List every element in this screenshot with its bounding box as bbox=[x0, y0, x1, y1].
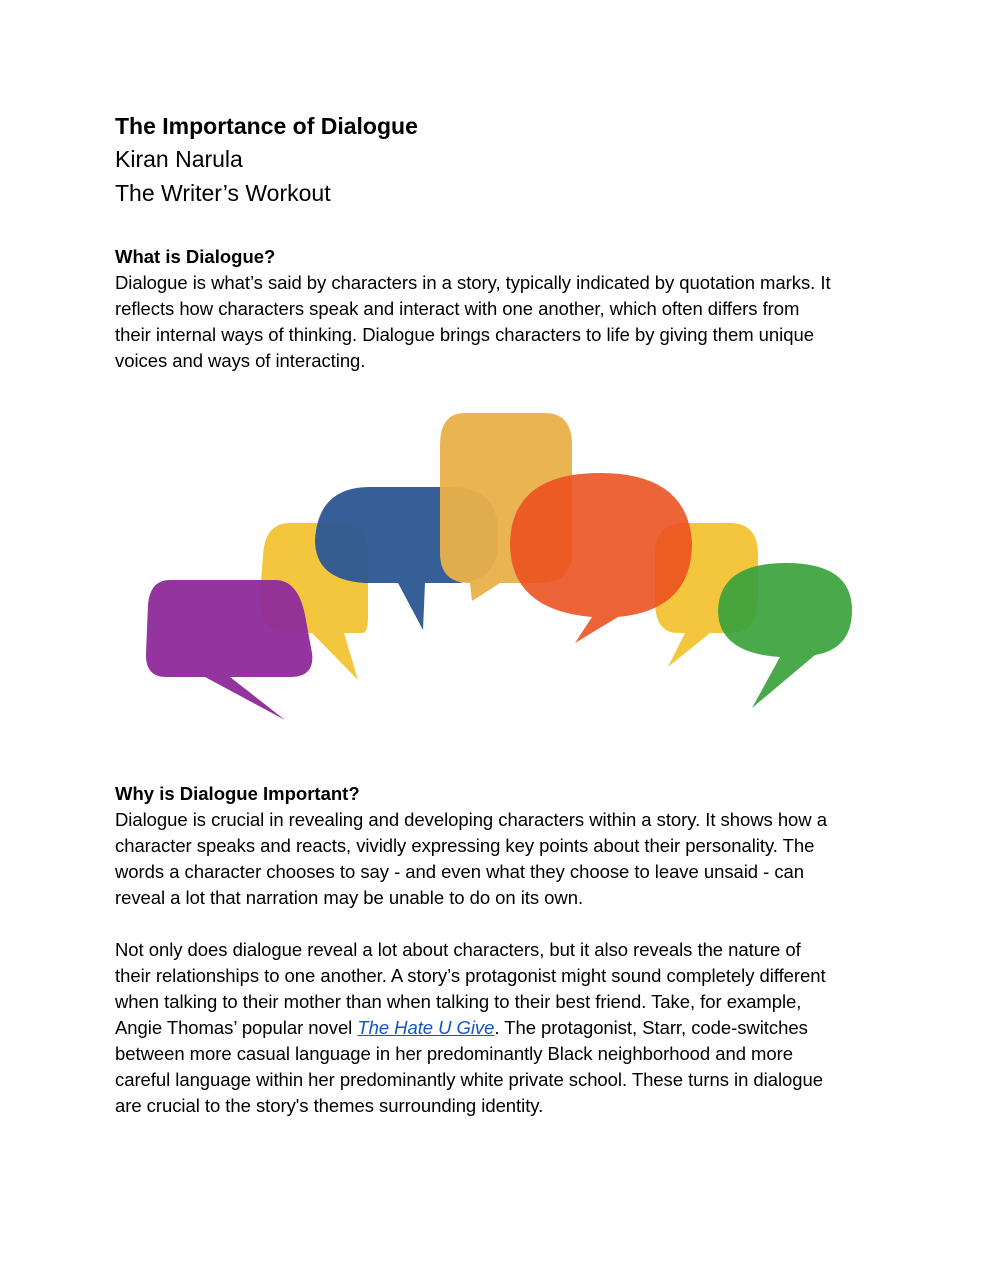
body-line: when talking to their mother than when talking to their best friend. Take, for example, bbox=[115, 991, 802, 1012]
section-why-is-dialogue-important bbox=[115, 781, 895, 1119]
document-title: The Importance of Dialogue bbox=[115, 113, 418, 139]
speech-bubbles-illustration bbox=[140, 405, 860, 735]
book-title-link[interactable]: The Hate U Give bbox=[357, 1017, 495, 1038]
section-body-paragraph-2 bbox=[115, 937, 895, 1119]
body-line: words a character chooses to say - and even what they choose to leave unsaid - can bbox=[115, 861, 805, 882]
document-header bbox=[115, 110, 895, 374]
body-line: Dialogue is crucial in revealing and developing characters within a story. It shows how a bbox=[115, 809, 827, 830]
spacer bbox=[115, 911, 895, 937]
body-line: Not only does dialogue reveal a lot about characters, but it also reveals the nature of bbox=[115, 939, 801, 960]
body-line: reflects how characters speak and interact with one another, which often differs from bbox=[115, 298, 800, 319]
section-heading-why-important: Why is Dialogue Important? bbox=[115, 783, 360, 804]
link-line-before: Angie Thomas’ popular novel bbox=[115, 1017, 358, 1038]
body-line: their relationships to one another. A story’s protagonist might sound completely different bbox=[115, 965, 826, 986]
body-line: character speaks and reacts, vividly expressing key points about their personality. The bbox=[115, 835, 815, 856]
section-heading-what-is-dialogue: What is Dialogue? bbox=[115, 246, 276, 267]
link-line-after: . The protagonist, Starr, code-switches bbox=[494, 1017, 808, 1038]
body-line: are crucial to the story's themes surrounding identity. bbox=[115, 1095, 544, 1116]
spacer bbox=[115, 210, 895, 244]
speech-bubbles-icon bbox=[140, 405, 860, 735]
document-author: Kiran Narula bbox=[115, 146, 243, 172]
body-line: between more casual language in her predominantly Black neighborhood and more bbox=[115, 1043, 794, 1064]
body-line: careful language within her predominantly white private school. These turns in dialogue bbox=[115, 1069, 823, 1090]
body-line: their internal ways of thinking. Dialogue brings characters to life by giving them unique bbox=[115, 324, 814, 345]
section-body-paragraph-1 bbox=[115, 807, 895, 911]
body-line: voices and ways of interacting. bbox=[115, 350, 366, 371]
body-line-with-link bbox=[115, 1015, 895, 1041]
body-line: reveal a lot that narration may be unable to do on its own. bbox=[115, 887, 584, 908]
body-line: Dialogue is what’s said by characters in a story, typically indicated by quotation marks. It bbox=[115, 272, 831, 293]
purple-bubble bbox=[146, 580, 312, 720]
section-body-what-is-dialogue bbox=[115, 270, 895, 374]
green-bubble bbox=[718, 563, 852, 708]
document-publication: The Writer’s Workout bbox=[115, 180, 331, 206]
